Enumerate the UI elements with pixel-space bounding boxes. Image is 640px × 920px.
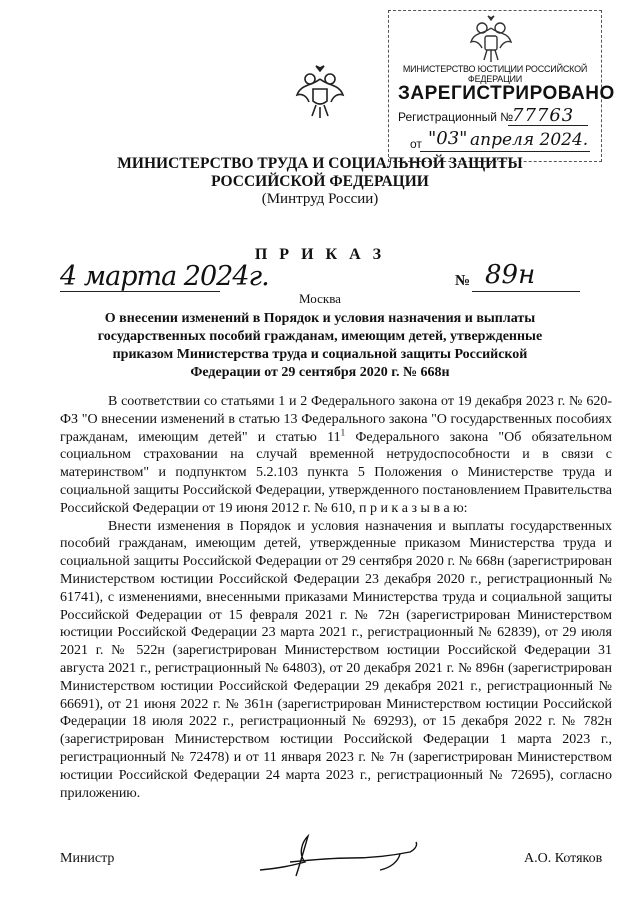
superscript-article-index: 1 [340,426,346,437]
stamp-reg-number-label: Регистрационный № [398,110,514,124]
ministry-name-line1: МИНИСТЕРСТВО ТРУДА И СОЦИАЛЬНОЙ ЗАЩИТЫ [117,155,523,172]
ministry-short-name: (Минтруд России) [261,191,379,207]
stamp-date-month-handwritten: апреля 2024. [470,130,589,150]
stamp-ministry-name: МИНИСТЕРСТВО ЮСТИЦИИ РОССИЙСКОЙ ФЕДЕРАЦИИ [402,64,588,84]
coat-of-arms-icon [295,65,345,121]
handwritten-signature [250,832,430,882]
ministry-name-line2: РОССИЙСКОЙ ФЕДЕРАЦИИ [211,173,429,190]
stamp-registered-label: ЗАРЕГИСТРИРОВАНО [398,83,615,104]
paragraph-legal-basis-part1: В соответствии со статьями 1 и 2 Федерального закона от 19 декабря 2023 г. № 620-ФЗ "О внесении изменений в статью 13 Федерального закона "О государственных пособиях гражданам, имеющим детей" и статью 11 [60,394,612,445]
paragraph-legal-basis [60,393,612,518]
order-date-handwritten: 4 марта 2024г. [60,261,269,292]
paragraph-amendments: Внести изменения в Порядок и условия назначения и выплаты государственных пособий гражданам, имеющим детей, утвержденные приказом Министерства труда и социальной защиты Российской Федерации от 29 сентября 2020 г. № 668н (зарегистрирован Министерством юстиции Российской Федерации 23 декабря 2020 г., регистрационный № 61741), с изменениями, внесенными приказами Министерства труда и социальной защиты Российской Федерации от 15 февраля 2021 г. № 72н (зарегистрирован Министерством юстиции Российской Федерации 23 марта 2021 г., регистрационный № 62839), от 29 июля 2021 г. № 522н (зарегистрирован Министерством юстиции Российской Федерации 31 августа 2021 г., регистрационный № 64803), от 20 декабря 2021 г. № 896н (зарегистрирован Министерством юстиции Российской Федерации 29 декабря 2021 г., регистрационный № 66691), от 21 июня 2022 г. № 361н (зарегистрирован Министерством юстиции Российской Федерации 18 июля 2022 г., регистрационный № 69293), от 15 декабря 2022 г. № 782н (зарегистрирован Министерством юстиции Российской Федерации 1 марта 2023 г., регистрационный № 72478) и от 11 января 2023 г. № 7н (зарегистрирован Министерством юстиции Российской Федерации 24 марта 2023 г., регистрационный № 72695), согласно приложению. [60,518,612,801]
stamp-date-prefix: от [410,137,422,151]
order-number-label: № [455,273,471,289]
stamp-date-underline [420,151,590,152]
order-number-handwritten: 89н [485,260,536,290]
stamp-date-day-handwritten: "03" [428,128,468,149]
signer-title: Министр [60,851,115,866]
double-headed-eagle-icon [468,14,514,66]
order-title: П Р И К А З [254,246,386,263]
order-city: Москва [299,291,341,306]
signer-name: А.О. Котяков [524,851,603,866]
stamp-reg-number-handwritten: 77763 [512,105,575,126]
order-subject: О внесении изменений в Порядок и условия назначения и выплаты государственных пособий гражданам, имеющим детей, утвержденные приказом Министерства труда и социальной защиты Российской Федерации от 29 сентября 2020 г. № 668н [97,311,543,380]
paragraph-legal-basis-part2: Федерального закона "Об обязательном социальном страховании на случай временной нетрудоспособности и в связи с материнством" и подпунктом 5.2.103 пункта 5 Положения о Министерстве труда и социальной защиты Российской Федерации, утвержденного постановлением Правительства Российской Федерации от 19 июня 2012 г. № 610, п р и к а з ы в а ю: [60,429,612,516]
order-body [60,393,612,802]
stamp-number-underline [508,125,588,126]
